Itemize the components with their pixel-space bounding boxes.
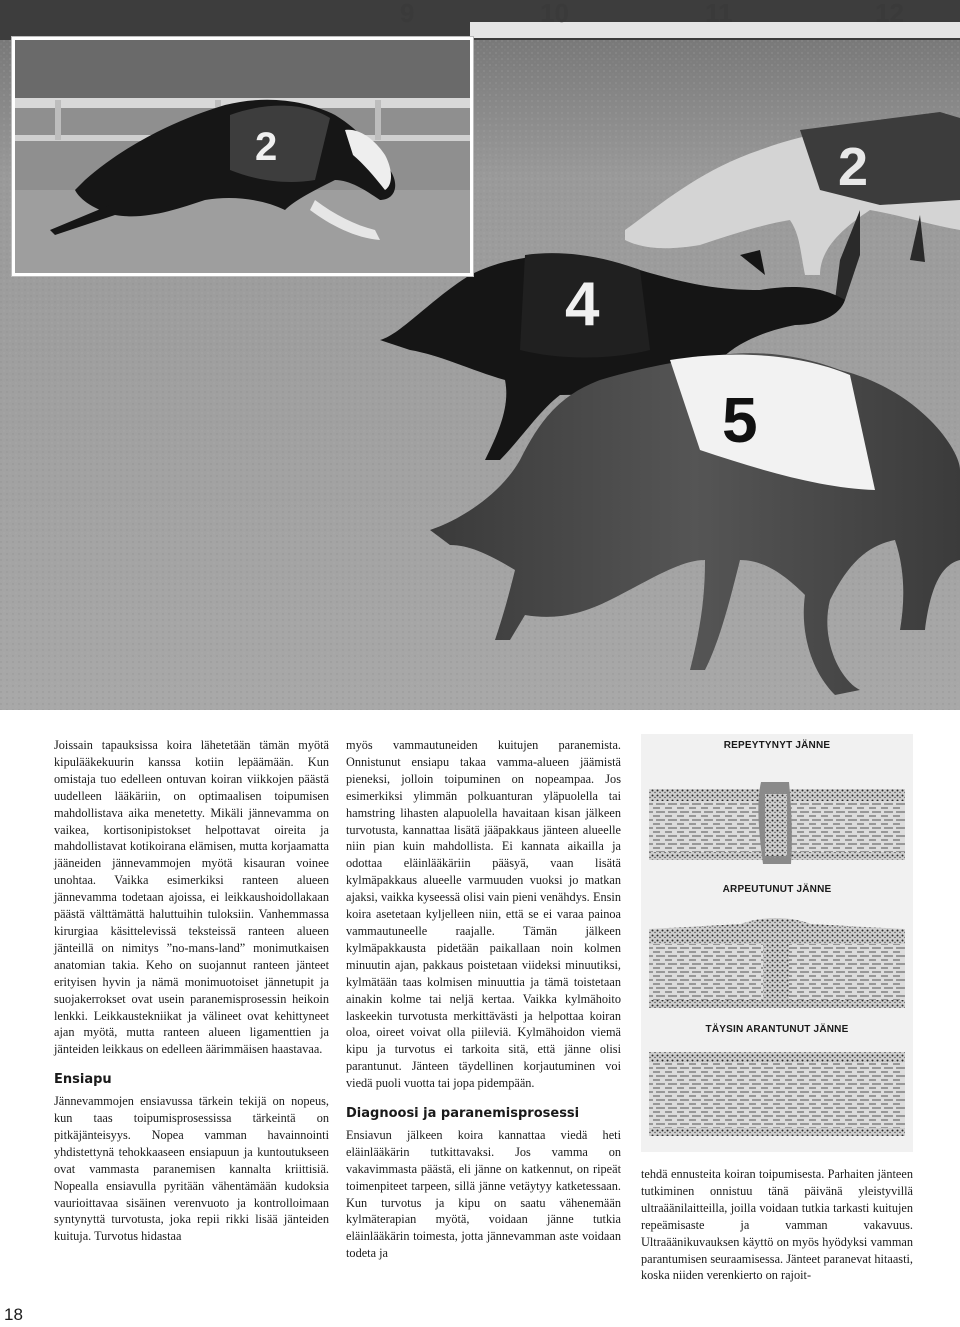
diagram-label-scarred: ARPEUTUNUT JÄNNE: [722, 884, 832, 895]
bib-number: 4: [565, 270, 600, 339]
scarred-tendon-illustration: [649, 918, 905, 1008]
inset-photo-graphic: [15, 40, 470, 273]
section-heading-diagnoosi: Diagnoosi ja paranemisprosessi: [346, 1106, 580, 1122]
bib-number: 2: [255, 125, 278, 169]
text-column-1: [54, 737, 329, 1245]
section-heading-ensiapu: Ensiapu: [54, 1072, 112, 1088]
bib-number: 2: [838, 137, 869, 197]
track-number: 10: [540, 0, 569, 28]
page-number: 18: [4, 1305, 23, 1324]
inset-photo: [12, 37, 473, 276]
body-paragraph: myös vammautuneiden kuitujen paranemista. Onnistunut ensiapu takaa vamma-alueen jäämistä pieneksi, jolloin toipuminen on nopeampaa. Jos esimerkiksi ylimmän polkuanturan yläpuolella tai hamstring lihasten alapuolella havaitaan kisan jälkeen turvotusta, kannattaa lisätä jääpakkaus jänteen alueelle niin pian kuin mahdollista. Ei kannata aikailla ja odottaa eläinlääkäriin pääsyä, vaan lisätä kylmäpakkaus alueelle varmuuden vuoksi jo matkan ajaksi, vaikka kyseessä olisi vain pieni venähdys. Ensin koira asetetaan kyljelleen niin, että se ei varaa painoa vammautuneelle raajalle. Tämän jälkeen kylmäpakkausta pidetään paikallaan noin kolmen minuutin ajan, pakkaus poistetaan viideksi minuutiksi, kylmätään taas kolmisen minuuttia ja tämä toistetaan ainakin kolme tai neljä kertaa. Vaikka kylmähoito laskeekin turvotusta merkittävästi ja helpottaa koiran oloa, oireet voivat olla piileviä. Kylmähoidon viemä kipu ja turvotus ei tarkoita sitä, että jänne olisi parantunut. Jänteen täydellinen korjautuminen voi viedä puoli vuotta tai jopa pidempään.: [346, 738, 621, 1091]
diagram-label-healed: TÄYSIN ARANTUNUT JÄNNE: [705, 1024, 849, 1035]
body-paragraph: Ensiavun jälkeen koira kannattaa viedä heti eläinlääkärin tutkittavaksi. Jos vamma on vakavimmasta päästä, eli jänne on katkennut, on ripeät toimenpiteet tarpeen, sillä jänne vetäytyy katketessaan. Kun turvotus ja kipu on saatu vähenemään kylmäterapian myötä, voidaan jänne tutkia eläinlääkärin toimesta, jotta jännevamman aste voidaan todeta ja: [346, 1127, 621, 1261]
text-column-2: [346, 737, 621, 1262]
tendon-diagram: [641, 734, 913, 1152]
track-number: 9: [400, 0, 415, 28]
text-column-3: [641, 1166, 913, 1284]
tendon-diagram-graphic: [641, 734, 913, 1152]
bib-number: 5: [722, 384, 758, 456]
diagram-label-torn: REPEYTYNYT JÄNNE: [723, 740, 831, 751]
track-number: 11: [705, 0, 733, 28]
track-number: 12: [875, 0, 904, 28]
body-paragraph: Joissain tapauksissa koira lähetetään tämän myötä kipulääkekuurin kanssa kotiin lepäämään. Kun omistaja tuo edelleen ontuvan koiran viikkojen päästä uudelleen lääkäriin, on optimaalisen toipumisen mahdollistava aika menetetty. Mikäli jännevamma on vaikea, kortisonipistokset helpottavat oireita ja mahdollistavat kotikoirana elämisen, mutta korjaamatta jääneiden jännevammojen myötä kisauran voinee unohtaa. Vaikka esimerkiksi ranteen alueen jännevamma todetaan ajoissa, ei leikkaushoidollakaan päästä välttämättä haluttuihin tuloksiin. Vanhemmassa kirurgiaa käsittelevissä teksteissä ranteen alueen jänteillä on nimitys ”no-mans-land” monimutkaisen anatomian takia. Keho on suojannut ranteen jänteet erityisen hyvin ja nämä monimuotoiset jännetupit ja suojakerrokset ovat usein paranemisprosessin heikoin lenkki. Leikkaustekniikat ja välineet ovat kehittyneet ajan myötä, mutta ranteen alueen ligamenttien ja jänteiden leikkaus on edelleen äärimmäisen haastavaa.: [54, 738, 329, 1057]
body-paragraph: Jännevammojen ensiavussa tärkein tekijä on nopeus, kun taas toipumisprosessissa tärkeintä on pitkäjänteisyys. Nopea vamman havainnointi yhdistettynä tehokkaaseen ensiapuun ja kuntoutukseen ovat vammasta paranemisen kannalta kriittisiä. Nopealla ensiavulla pyritään vähentämään kudoksia vaurioittavaa sisäinen verenvuoto ja kontrolloimaan syntynyttä turvotusta, joka repii rikki lisää jänteiden kuituja. Turvotus hidastaa: [54, 1094, 329, 1244]
torn-tendon-illustration: [649, 782, 905, 864]
healed-tendon-illustration: [649, 1052, 905, 1136]
body-paragraph: tehdä ennusteita koiran toipumisesta. Parhaiten jänteen tutkiminen onnistuu tänä päivänä yleistyvillä ultraäänilaitteilla, joilla voidaan tutkia tarkasti kuitujen repeämisaste ja vamman vakavuus. Ultraäänikuvauksen käyttö on myös hyödyksi vamman parantumisen seuraamisessa. Jänteet paranevat hitaasti, koska niiden verenkierto on rajoit-: [641, 1167, 913, 1283]
